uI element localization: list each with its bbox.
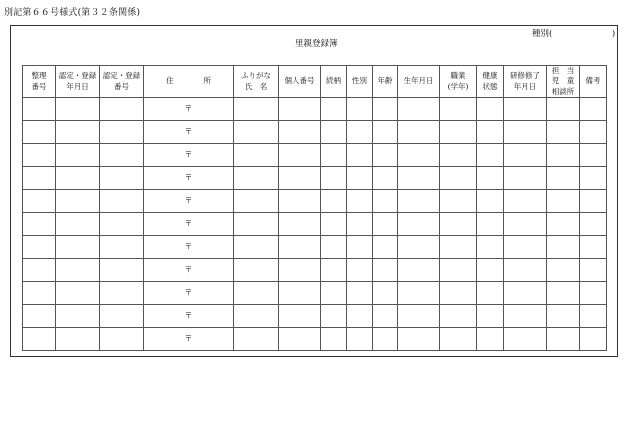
cell-personal-number[interactable] <box>279 282 321 305</box>
cell-personal-number[interactable] <box>279 305 321 328</box>
cell-training-date[interactable] <box>504 213 547 236</box>
cell-name[interactable] <box>234 144 279 167</box>
table-row <box>23 121 607 144</box>
cell-remarks[interactable] <box>580 167 607 190</box>
cell-address[interactable] <box>144 328 234 351</box>
cell-training-date[interactable] <box>504 190 547 213</box>
cell-cert-date[interactable] <box>56 282 100 305</box>
cell-name[interactable] <box>234 305 279 328</box>
cell-sex[interactable] <box>347 213 373 236</box>
postal-mark: 〒 <box>184 149 193 159</box>
cell-name[interactable] <box>234 167 279 190</box>
cell-name[interactable] <box>234 213 279 236</box>
cell-birth-date[interactable] <box>398 144 440 167</box>
cell-birth-date[interactable] <box>398 305 440 328</box>
cell-seq-no[interactable] <box>23 259 56 282</box>
cell-sex[interactable] <box>347 190 373 213</box>
cell-cert-date[interactable] <box>56 121 100 144</box>
col-header-seq-no: 整理 番号 <box>23 66 56 98</box>
header-row <box>23 66 607 98</box>
cell-relationship[interactable] <box>321 144 347 167</box>
cell-personal-number[interactable] <box>279 328 321 351</box>
cell-consultation-center[interactable] <box>547 328 580 351</box>
cell-address[interactable] <box>144 305 234 328</box>
cell-birth-date[interactable] <box>398 190 440 213</box>
col-header-sex: 性別 <box>347 66 373 98</box>
postal-mark: 〒 <box>184 126 193 136</box>
cell-sex[interactable] <box>347 328 373 351</box>
cell-birth-date[interactable] <box>398 328 440 351</box>
cell-birth-date[interactable] <box>398 282 440 305</box>
cell-age[interactable] <box>373 282 398 305</box>
cell-remarks[interactable] <box>580 213 607 236</box>
cell-cert-number[interactable] <box>100 282 144 305</box>
cell-sex[interactable] <box>347 282 373 305</box>
cell-birth-date[interactable] <box>398 236 440 259</box>
cell-cert-number[interactable] <box>100 190 144 213</box>
cell-relationship[interactable] <box>321 259 347 282</box>
cell-training-date[interactable] <box>504 328 547 351</box>
col-header-cert-date: 認定・登録 年月日 <box>56 66 100 98</box>
table-row <box>23 144 607 167</box>
cell-occupation[interactable] <box>440 282 477 305</box>
cell-relationship[interactable] <box>321 328 347 351</box>
postal-mark: 〒 <box>184 103 193 113</box>
register-title: 里親登録簿 <box>295 39 338 49</box>
cell-consultation-center[interactable] <box>547 236 580 259</box>
cell-age[interactable] <box>373 305 398 328</box>
cell-remarks[interactable] <box>580 259 607 282</box>
cell-occupation[interactable] <box>440 167 477 190</box>
cell-relationship[interactable] <box>321 121 347 144</box>
cell-sex[interactable] <box>347 236 373 259</box>
cell-personal-number[interactable] <box>279 121 321 144</box>
cell-health[interactable] <box>477 190 504 213</box>
table-row <box>23 213 607 236</box>
cell-address[interactable] <box>144 144 234 167</box>
cell-training-date[interactable] <box>504 167 547 190</box>
cell-address[interactable] <box>144 167 234 190</box>
cell-personal-number[interactable] <box>279 190 321 213</box>
cell-cert-date[interactable] <box>56 259 100 282</box>
cell-personal-number[interactable] <box>279 236 321 259</box>
cell-sex[interactable] <box>347 259 373 282</box>
cell-relationship[interactable] <box>321 236 347 259</box>
cell-training-date[interactable] <box>504 305 547 328</box>
cell-occupation[interactable] <box>440 144 477 167</box>
cell-age[interactable] <box>373 328 398 351</box>
cell-health[interactable] <box>477 259 504 282</box>
cell-seq-no[interactable] <box>23 236 56 259</box>
cell-relationship[interactable] <box>321 282 347 305</box>
cell-name[interactable] <box>234 282 279 305</box>
cell-training-date[interactable] <box>504 98 547 121</box>
cell-health[interactable] <box>477 282 504 305</box>
table-row <box>23 328 607 351</box>
cell-address[interactable] <box>144 236 234 259</box>
cell-occupation[interactable] <box>440 190 477 213</box>
table-row <box>23 236 607 259</box>
cell-cert-number[interactable] <box>100 144 144 167</box>
col-header-relationship: 続柄 <box>321 66 347 98</box>
col-header-address: 住 所 <box>144 66 234 98</box>
cell-seq-no[interactable] <box>23 167 56 190</box>
cell-consultation-center[interactable] <box>547 282 580 305</box>
cell-relationship[interactable] <box>321 213 347 236</box>
table-row <box>23 259 607 282</box>
cell-cert-date[interactable] <box>56 98 100 121</box>
cell-age[interactable] <box>373 144 398 167</box>
cell-personal-number[interactable] <box>279 167 321 190</box>
cell-age[interactable] <box>373 121 398 144</box>
cell-address[interactable] <box>144 121 234 144</box>
cell-seq-no[interactable] <box>23 98 56 121</box>
cell-health[interactable] <box>477 167 504 190</box>
cell-health[interactable] <box>477 121 504 144</box>
col-header-consultation-center: 担 当 児 童 相談所 <box>547 66 580 98</box>
cell-age[interactable] <box>373 167 398 190</box>
cell-consultation-center[interactable] <box>547 167 580 190</box>
cell-birth-date[interactable] <box>398 98 440 121</box>
cell-age[interactable] <box>373 98 398 121</box>
cell-cert-date[interactable] <box>56 328 100 351</box>
cell-seq-no[interactable] <box>23 144 56 167</box>
cell-cert-date[interactable] <box>56 144 100 167</box>
table-row <box>23 190 607 213</box>
table-row <box>23 282 607 305</box>
cell-occupation[interactable] <box>440 213 477 236</box>
cell-health[interactable] <box>477 213 504 236</box>
cell-consultation-center[interactable] <box>547 190 580 213</box>
cell-remarks[interactable] <box>580 236 607 259</box>
cell-name[interactable] <box>234 121 279 144</box>
postal-mark: 〒 <box>184 333 193 343</box>
cell-name[interactable] <box>234 259 279 282</box>
cell-consultation-center[interactable] <box>547 121 580 144</box>
cell-consultation-center[interactable] <box>547 259 580 282</box>
cell-relationship[interactable] <box>321 305 347 328</box>
cell-age[interactable] <box>373 213 398 236</box>
cell-sex[interactable] <box>347 305 373 328</box>
cell-health[interactable] <box>477 98 504 121</box>
cell-remarks[interactable] <box>580 121 607 144</box>
cell-seq-no[interactable] <box>23 305 56 328</box>
cell-birth-date[interactable] <box>398 259 440 282</box>
register-table <box>22 65 607 351</box>
cell-personal-number[interactable] <box>279 98 321 121</box>
cell-age[interactable] <box>373 236 398 259</box>
cell-consultation-center[interactable] <box>547 213 580 236</box>
postal-mark: 〒 <box>184 218 193 228</box>
cell-sex[interactable] <box>347 98 373 121</box>
cell-age[interactable] <box>373 259 398 282</box>
table-row <box>23 167 607 190</box>
cell-seq-no[interactable] <box>23 282 56 305</box>
cell-relationship[interactable] <box>321 167 347 190</box>
cell-age[interactable] <box>373 190 398 213</box>
cell-health[interactable] <box>477 328 504 351</box>
cell-remarks[interactable] <box>580 98 607 121</box>
cell-seq-no[interactable] <box>23 190 56 213</box>
cell-name[interactable] <box>234 190 279 213</box>
cell-consultation-center[interactable] <box>547 305 580 328</box>
cell-name[interactable] <box>234 98 279 121</box>
cell-occupation[interactable] <box>440 121 477 144</box>
cell-seq-no[interactable] <box>23 328 56 351</box>
postal-mark: 〒 <box>184 287 193 297</box>
postal-mark: 〒 <box>184 195 193 205</box>
cell-occupation[interactable] <box>440 259 477 282</box>
table-row <box>23 305 607 328</box>
table-row <box>23 98 607 121</box>
cell-name[interactable] <box>234 328 279 351</box>
cell-address[interactable] <box>144 98 234 121</box>
cell-cert-number[interactable] <box>100 236 144 259</box>
cell-relationship[interactable] <box>321 190 347 213</box>
cell-cert-number[interactable] <box>100 167 144 190</box>
col-header-age: 年齢 <box>373 66 398 98</box>
cell-name[interactable] <box>234 236 279 259</box>
cell-training-date[interactable] <box>504 121 547 144</box>
cell-relationship[interactable] <box>321 98 347 121</box>
col-header-birth-date: 生年月日 <box>398 66 440 98</box>
cell-cert-date[interactable] <box>56 213 100 236</box>
cell-personal-number[interactable] <box>279 213 321 236</box>
col-header-occupation: 職業 (学年) <box>440 66 477 98</box>
cell-consultation-center[interactable] <box>547 144 580 167</box>
cell-cert-number[interactable] <box>100 213 144 236</box>
postal-mark: 〒 <box>184 241 193 251</box>
cell-cert-number[interactable] <box>100 305 144 328</box>
cell-training-date[interactable] <box>504 144 547 167</box>
col-header-health: 健康 状態 <box>477 66 504 98</box>
cell-address[interactable] <box>144 259 234 282</box>
cell-cert-date[interactable] <box>56 305 100 328</box>
cell-seq-no[interactable] <box>23 121 56 144</box>
cell-birth-date[interactable] <box>398 121 440 144</box>
cell-health[interactable] <box>477 144 504 167</box>
cell-cert-date[interactable] <box>56 190 100 213</box>
cell-occupation[interactable] <box>440 98 477 121</box>
cell-training-date[interactable] <box>504 236 547 259</box>
col-header-personal-number: 個人番号 <box>279 66 321 98</box>
form-caption: 別記第６６号様式(第３２条関係) <box>4 8 141 18</box>
cell-health[interactable] <box>477 305 504 328</box>
postal-mark: 〒 <box>184 172 193 182</box>
cell-training-date[interactable] <box>504 259 547 282</box>
cell-personal-number[interactable] <box>279 259 321 282</box>
cell-remarks[interactable] <box>580 328 607 351</box>
cell-cert-number[interactable] <box>100 98 144 121</box>
cell-cert-date[interactable] <box>56 236 100 259</box>
col-header-cert-number: 認定・登録 番号 <box>100 66 144 98</box>
cell-cert-number[interactable] <box>100 328 144 351</box>
cell-consultation-center[interactable] <box>547 98 580 121</box>
cell-sex[interactable] <box>347 121 373 144</box>
postal-mark: 〒 <box>184 264 193 274</box>
cell-remarks[interactable] <box>580 282 607 305</box>
cell-birth-date[interactable] <box>398 213 440 236</box>
cell-health[interactable] <box>477 236 504 259</box>
kind-field[interactable]: 種別( ) <box>532 29 616 39</box>
col-header-remarks: 備考 <box>580 66 607 98</box>
cell-birth-date[interactable] <box>398 167 440 190</box>
cell-seq-no[interactable] <box>23 213 56 236</box>
cell-address[interactable] <box>144 282 234 305</box>
col-header-name: ふりがな 氏 名 <box>234 66 279 98</box>
cell-occupation[interactable] <box>440 305 477 328</box>
cell-remarks[interactable] <box>580 144 607 167</box>
cell-cert-date[interactable] <box>56 167 100 190</box>
cell-cert-number[interactable] <box>100 259 144 282</box>
col-header-training-date: 研修修了 年月日 <box>504 66 547 98</box>
cell-remarks[interactable] <box>580 190 607 213</box>
postal-mark: 〒 <box>184 310 193 320</box>
cell-address[interactable] <box>144 190 234 213</box>
cell-occupation[interactable] <box>440 328 477 351</box>
cell-remarks[interactable] <box>580 305 607 328</box>
cell-occupation[interactable] <box>440 236 477 259</box>
cell-cert-number[interactable] <box>100 121 144 144</box>
cell-address[interactable] <box>144 213 234 236</box>
cell-personal-number[interactable] <box>279 144 321 167</box>
cell-sex[interactable] <box>347 167 373 190</box>
cell-training-date[interactable] <box>504 282 547 305</box>
cell-sex[interactable] <box>347 144 373 167</box>
